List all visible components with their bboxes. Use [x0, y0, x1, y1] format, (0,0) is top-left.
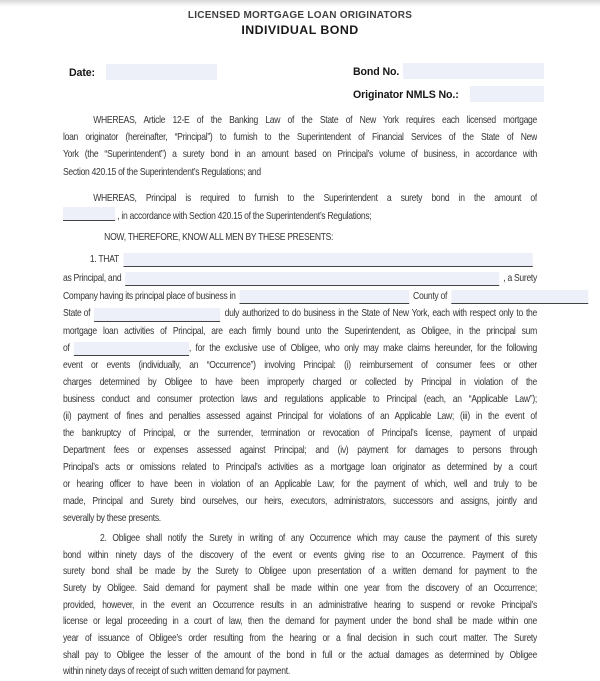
text-line: bond within ninety days of the discovery of the event or events giving rise to an Occurrence. Payment of this — [63, 549, 537, 561]
principal-sum-line — [63, 340, 537, 357]
now-therefore-line: NOW, THEREFORE, KNOW ALL MEN BY THESE PRESENTS: — [104, 232, 334, 244]
of-prefix: of — [63, 342, 70, 354]
principal-name-line — [63, 248, 537, 268]
clause-2-paragraph — [63, 531, 537, 681]
text-line: business conduct and consumer protection laws and regulations applicable to Principal (each, an “Applicable Law”); — [63, 393, 537, 405]
document-title-line1: LICENSED MORTGAGE LOAN ORIGINATORS — [187, 10, 413, 21]
business-location-blank[interactable] — [240, 290, 409, 304]
text-line: within ninety days of receipt of such written demand for payment. — [63, 666, 290, 678]
state-line — [63, 305, 537, 322]
bond-no-label: Bond No. — [353, 66, 400, 78]
bond-amount-blank[interactable] — [63, 207, 115, 221]
text-line: York (the “Superintendent”) a surety bond in an amount based on Principal’s volume of business, in accordance with — [63, 149, 537, 161]
text-line: Section 420.15 of the Superintendent’s Regulations; and — [63, 166, 261, 178]
text-line: WHEREAS, Article 12-E of the Banking Law of the State of New York requires each licensed mortgage — [93, 115, 537, 126]
company-line-text: Company having its principal place of business in — [63, 291, 236, 303]
document-title-line2: INDIVIDUAL BOND — [241, 23, 359, 37]
text-line: surety bond shall be made by the Surety to Obligee upon presentation of a written demand for payment to the — [63, 566, 537, 578]
text-line: shall pay to Obligee the lesser of the amount of the bond in full or the actual damages as determined by Obligee — [63, 649, 537, 661]
state-line-rest: duly authorized to do business in the State of New York, each with respect only to the — [224, 308, 537, 320]
text-line: severally by these presents. — [63, 512, 161, 524]
text-line: license or legal proceeding in a court of law, then the demand for payment under the bond shall be made within one — [63, 616, 537, 628]
obligation-paragraph — [63, 357, 537, 527]
surety-name-line — [63, 268, 537, 287]
window-top-edge — [0, 0, 600, 7]
text-line: Department fees or expenses assessed against Principal; and (iv) payment for damages to persons through — [63, 444, 537, 456]
bond-no-field[interactable] — [403, 63, 544, 79]
nmls-field[interactable] — [470, 86, 544, 102]
text-line: provided, however, in the event an Occurrence results in an administrative hearing to suspend or revoke Principal’s — [63, 599, 537, 611]
date-field[interactable] — [106, 64, 217, 80]
surety-suffix-text: , a Surety — [503, 273, 537, 285]
surety-name-blank[interactable] — [126, 272, 500, 286]
principal-sum-blank[interactable] — [74, 342, 189, 356]
text-line: Principal’s acts or omissions related to Principal’s activities as a mortgage loan originator as determined by a court — [63, 461, 537, 473]
nmls-label: Originator NMLS No.: — [353, 89, 459, 101]
principal-name-blank[interactable] — [123, 253, 533, 267]
county-blank[interactable] — [451, 290, 588, 304]
text-line: loan originator (hereinafter, “Principal”) to furnish to the Superintendent of Financial Services of the State of New — [63, 132, 537, 144]
text-line: WHEREAS, Principal is required to furnish to the Superintendent a surety bond in the amount of — [93, 192, 537, 204]
of-line-rest: , for the exclusive use of Obligee, who only may make claims hereunder, for the following — [188, 342, 537, 354]
text-line — [63, 207, 537, 224]
text-line: the bankruptcy of Principal, or the surrender, termination or revocation of Principal’s license, payment of unpaid — [63, 427, 537, 439]
text-line: 2. Obligee shall notify the Surety in writing of any Occurrence which may cause the payment of this surety — [99, 532, 537, 544]
text-line: year of issuance of Obligee’s order resulting from the hearing or a final decision in such court matter. The Surety — [63, 633, 537, 644]
whereas-paragraph-2 — [63, 190, 537, 224]
date-label: Date: — [69, 67, 95, 79]
that-label: 1. THAT — [89, 254, 119, 266]
amount-line-text: , in accordance with Section 420.15 of the Superintendent’s Regulations; — [115, 210, 372, 222]
text-line: (ii) payment of fines and penalties assessed against Principal for violations of an Applicable Law; (iii) in the event of — [63, 410, 537, 422]
document-body — [63, 112, 537, 681]
text-line: Surety by Obligee. Said demand for payment shall be made within one year from the discovery of an Occurrence; — [63, 582, 537, 594]
text-line: charges determined by Obligee to have been improperly charged or collected by Principal in violation of the — [63, 376, 537, 388]
business-location-line — [63, 287, 592, 305]
state-prefix: State of — [63, 308, 91, 320]
as-principal-text: as Principal, and — [63, 273, 122, 285]
text-line: event or events (individually, an “Occurrence”) involving Principal: (i) reimbursement of consumer fees or other — [63, 359, 537, 371]
whereas-paragraph-1 — [63, 112, 537, 181]
text-line: made, Principal and Surety bind ourselves, our heirs, executors, administrators, successors and assigns, jointly and — [63, 495, 537, 507]
state-blank[interactable] — [94, 308, 220, 322]
text-line: or hearing officer to have been in violation of an Applicable Law; for the payment of which, well and truly to be — [63, 478, 537, 490]
county-label: County of — [413, 291, 448, 303]
document-header — [0, 10, 600, 37]
mortgage-line: mortgage loan activities of Principal, are each firmly bound unto the Superintendent, as Obligee, in the principal sum — [63, 325, 537, 337]
